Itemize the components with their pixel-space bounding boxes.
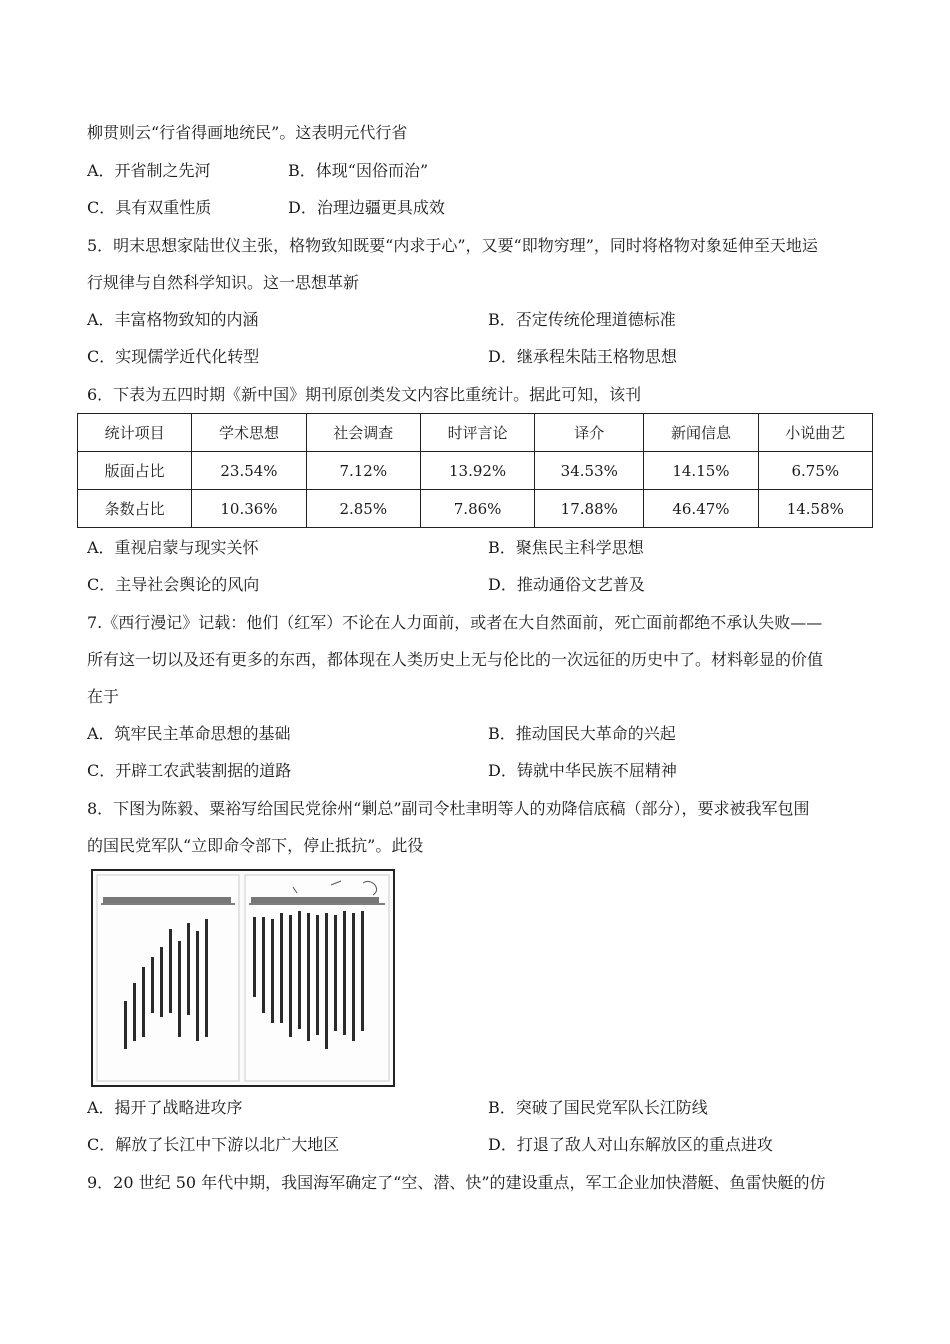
table-cell: 7.12%: [306, 452, 420, 490]
table-cell: 14.15%: [644, 452, 758, 490]
q5-option-c: C．实现儒学近代化转型: [87, 347, 260, 366]
q4-option-d: D．治理边疆更具成效: [288, 198, 445, 217]
table-row: [78, 490, 873, 528]
q8-stem-line2: 的国民党军队“立即命令部下，停止抵抗”。此役: [87, 836, 424, 855]
q4-option-c: C．具有双重性质: [87, 198, 212, 217]
table-cell: 版面占比: [78, 452, 192, 490]
table-cell: 34.53%: [535, 452, 644, 490]
table-cell: 13.92%: [420, 452, 534, 490]
q7-stem-line1: 7.《西行漫记》记载：他们（红军）不论在人力面前，或者在大自然面前，死亡面前都绝不承认失败——: [87, 613, 823, 632]
q5-option-a: A．丰富格物致知的内涵: [87, 310, 259, 329]
q7-stem-line3: 在于: [87, 687, 120, 706]
q7-stem-line2: 所有这一切以及还有更多的东西，都体现在人类历史上无与伦比的一次远征的历史中了。材料彰显的价值: [87, 650, 824, 669]
q6-option-c: C．主导社会舆论的风向: [87, 575, 260, 594]
q6-option-a: A．重视启蒙与现实关怀: [87, 538, 259, 557]
q9-stem-line1: 9．20 世纪 50 年代中期，我国海军确定了“空、潜、快”的建设重点，军工企业加快潜艇、鱼雷快艇的仿: [87, 1173, 826, 1192]
q7-option-b: B．推动国民大革命的兴起: [488, 724, 676, 743]
table-cell: 14.58%: [758, 490, 872, 528]
q4-option-a: A．开省制之先河: [87, 161, 211, 180]
table-cell: 17.88%: [535, 490, 644, 528]
table-header-cell: 小说曲艺: [758, 414, 872, 452]
table-cell: 7.86%: [420, 490, 534, 528]
q8-option-b: B．突破了国民党军队长江防线: [488, 1098, 708, 1117]
q8-stem-line1: 8．下图为陈毅、粟裕写给国民党徐州“剿总”副司令杜聿明等人的劝降信底稿（部分），要求被我军包围: [87, 799, 810, 818]
table-cell: 6.75%: [758, 452, 872, 490]
handwritten-letter-image: [93, 871, 393, 1085]
table-header-cell: 新闻信息: [644, 414, 758, 452]
q8-option-d: D．打退了敌人对山东解放区的重点进攻: [488, 1135, 773, 1154]
q6-stats-table: [77, 413, 873, 528]
table-cell: 10.36%: [192, 490, 306, 528]
table-header-cell: 时评言论: [420, 414, 534, 452]
table-cell: 2.85%: [306, 490, 420, 528]
table-cell: 46.47%: [644, 490, 758, 528]
table-cell: 条数占比: [78, 490, 192, 528]
q6-option-b: B．聚焦民主科学思想: [488, 538, 644, 557]
table-row: [78, 452, 873, 490]
q5-stem-line2: 行规律与自然科学知识。这一思想革新: [87, 273, 360, 292]
table-cell: 23.54%: [192, 452, 306, 490]
q4-option-b: B．体现“因俗而治”: [288, 161, 429, 180]
q6-stem: 6．下表为五四时期《新中国》期刊原创类发文内容比重统计。据此可知，该刊: [87, 385, 642, 404]
q7-option-a: A．筑牢民主革命思想的基础: [87, 724, 291, 743]
q5-option-b: B．否定传统伦理道德标准: [488, 310, 676, 329]
table-header-cell: 统计项目: [78, 414, 192, 452]
surrender-letter-photo: [91, 869, 395, 1087]
q5-stem-line1: 5．明末思想家陆世仪主张，格物致知既要“内求于心”，又要“即物穷理”，同时将格物对象延伸至天地运: [87, 236, 818, 255]
q5-option-d: D．继承程朱陆王格物思想: [488, 347, 677, 366]
table-header-row: [78, 414, 873, 452]
table-header-cell: 译介: [535, 414, 644, 452]
q8-option-c: C．解放了长江中下游以北广大地区: [87, 1135, 340, 1154]
q8-option-a: A．揭开了战略进攻序: [87, 1098, 243, 1117]
table-header-cell: 社会调查: [306, 414, 420, 452]
q7-option-c: C．开辟工农武装割据的道路: [87, 761, 292, 780]
table-header-cell: 学术思想: [192, 414, 306, 452]
q4-stem-tail: 柳贯则云“行省得画地统民”。这表明元代行省: [87, 123, 408, 142]
q6-option-d: D．推动通俗文艺普及: [488, 575, 645, 594]
q7-option-d: D．铸就中华民族不屈精神: [488, 761, 677, 780]
